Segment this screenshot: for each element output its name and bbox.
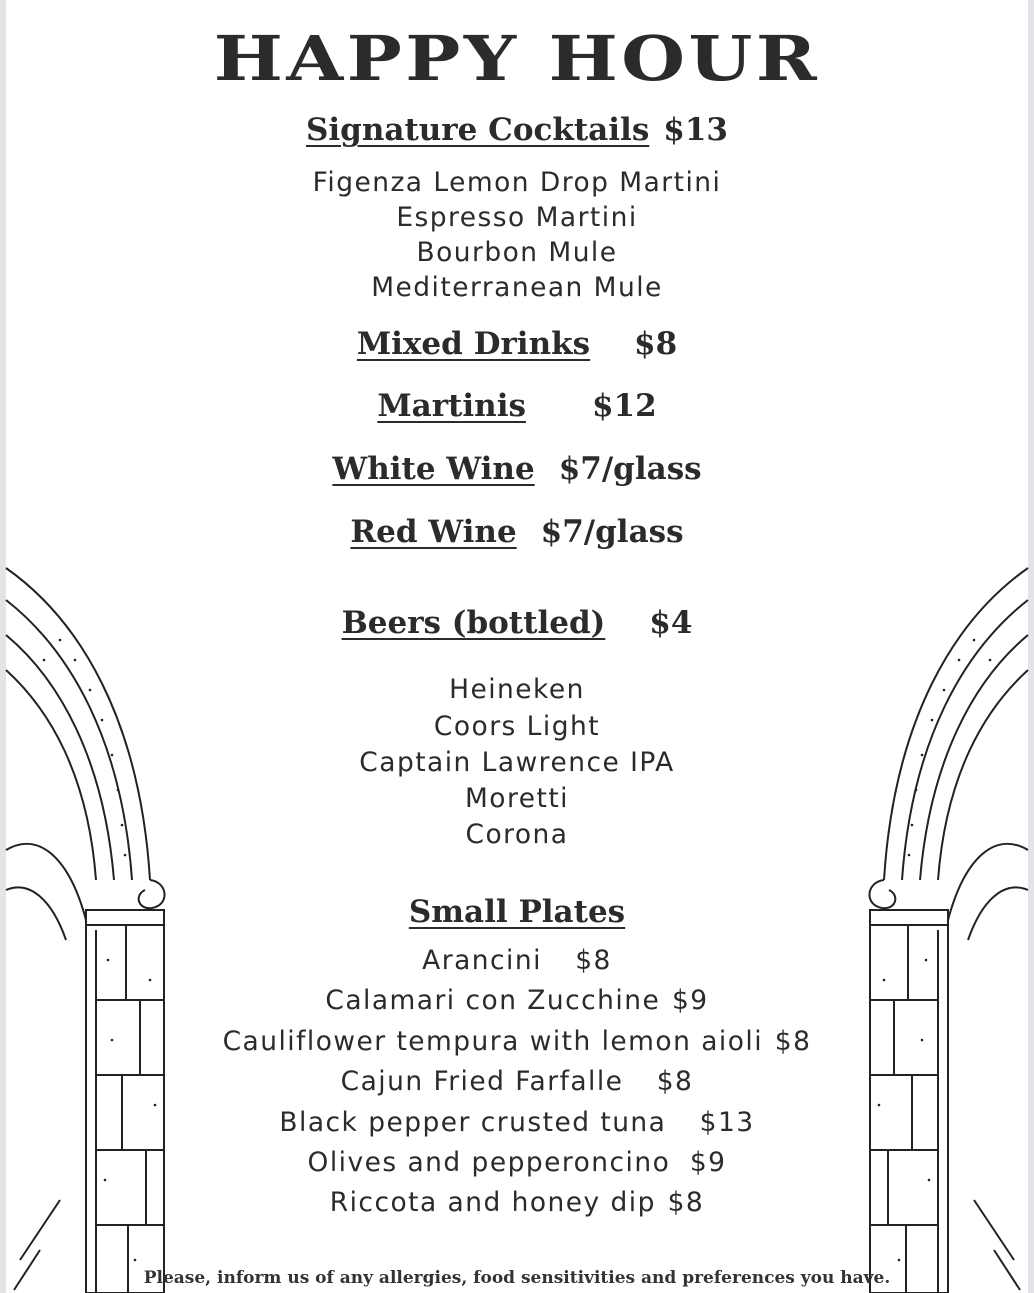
signature-cocktails-heading [0,112,1034,148]
item-price: $8 [667,1187,705,1218]
list-item: Corona [465,819,569,850]
section-price: $12 [591,388,657,424]
section-title: Mixed Drinks [356,326,591,362]
beers-heading [0,605,1034,641]
section-price: $7/glass [540,514,684,550]
list-item: Captain Lawrence IPA [359,747,675,778]
menu-item [10,1107,1023,1138]
item-name: Black pepper crusted tuna [279,1107,667,1138]
section-title: Red Wine [350,514,517,550]
list-item: Figenza Lemon Drop Martini [312,167,722,198]
list-item: Bourbon Mule [416,237,618,268]
item-price: $8 [774,1026,812,1057]
section-title: White Wine [332,451,535,487]
section-price: $13 [663,112,728,148]
item-name: Arancini [422,945,542,976]
white-wine-heading [0,451,1034,487]
red-wine-heading [0,514,1034,550]
list-item: Coors Light [433,711,601,742]
section-price: $8 [634,326,678,362]
small-plates-heading [0,894,1034,930]
item-name: Cajun Fried Farfalle [340,1066,624,1097]
menu-item [10,1147,1023,1178]
menu-item [10,945,1023,976]
allergy-notice: Please, inform us of any allergies, food sensitivities and preferences you have. [143,1268,891,1288]
section-title: Small Plates [408,894,626,930]
list-item: Heineken [449,674,585,705]
menu-item [10,1026,1023,1057]
section-title: Beers (bottled) [341,605,606,641]
page-title: HAPPY HOUR [213,22,821,95]
menu-item [10,1187,1023,1218]
section-price: $4 [649,605,693,641]
item-name: Olives and pepperoncino [307,1147,671,1178]
martinis-heading [0,388,1034,424]
item-name: Cauliflower tempura with lemon aioli [222,1026,764,1057]
list-item: Moretti [464,783,569,814]
item-name: Riccota and honey dip [329,1187,656,1218]
item-price: $9 [689,1147,727,1178]
item-price: $13 [699,1107,755,1138]
section-price: $7/glass [558,451,702,487]
menu-item [10,1066,1023,1097]
item-name: Calamari con Zucchine [325,985,661,1016]
menu-item [10,985,1023,1016]
list-item: Mediterranean Mule [371,272,663,303]
section-title: Signature Cocktails [305,112,650,148]
section-title: Martinis [377,388,526,424]
item-price: $9 [671,985,709,1016]
item-price: $8 [656,1066,694,1097]
list-item: Espresso Martini [396,202,638,233]
item-price: $8 [575,945,612,976]
mixed-drinks-heading [0,326,1034,362]
